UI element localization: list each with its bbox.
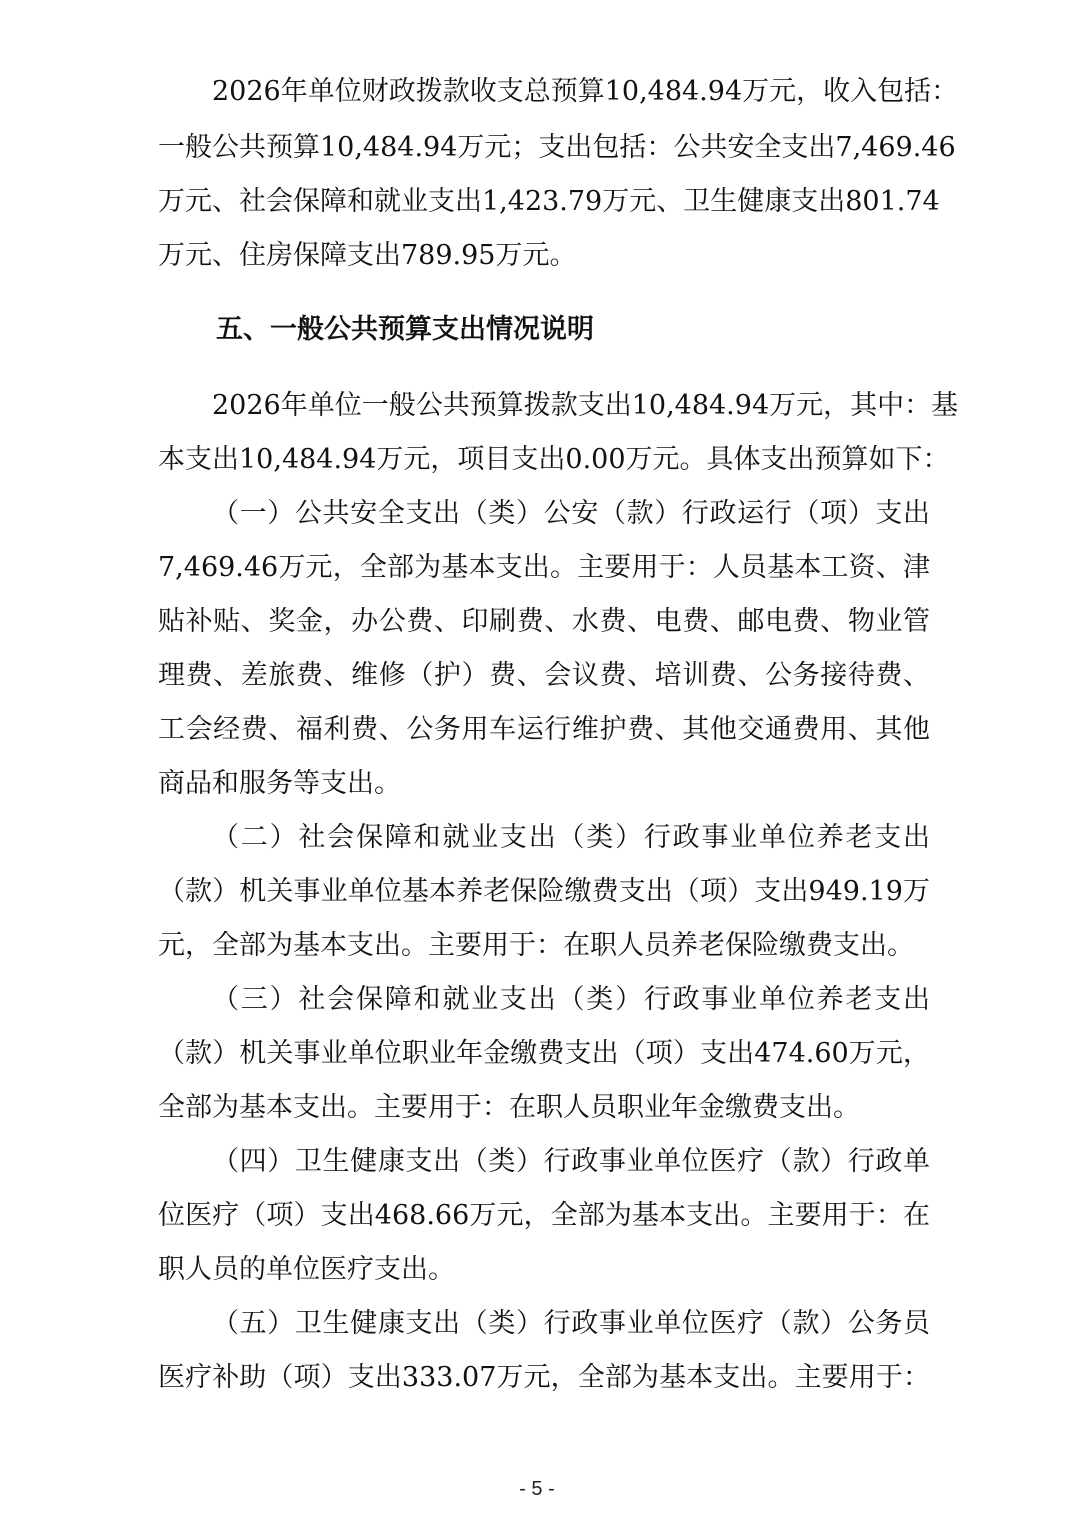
text-line: 本支出10,484.94万元，项目支出0.00万元。具体支出预算如下： (158, 444, 950, 475)
text-line: （二）社会保障和就业支出（类）行政事业单位养老支出 (212, 822, 930, 853)
text-line: （款）机关事业单位基本养老保险缴费支出（项）支出949.19万 (158, 876, 930, 907)
text-line: 医疗补助（项）支出333.07万元，全部为基本支出。主要用于： (158, 1362, 930, 1393)
text-line: （三）社会保障和就业支出（类）行政事业单位养老支出 (212, 984, 930, 1015)
text-line: 贴补贴、奖金，办公费、印刷费、水费、电费、邮电费、物业管 (158, 606, 930, 637)
text-line: 商品和服务等支出。 (158, 768, 401, 799)
text-line: （四）卫生健康支出（类）行政事业单位医疗（款）行政单 (212, 1146, 930, 1177)
text-line: 理费、差旅费、维修（护）费、会议费、培训费、公务接待费、 (158, 660, 930, 691)
text-line: 2026年单位财政拨款收支总预算10,484.94万元，收入包括： (212, 76, 959, 107)
text-line: （五）卫生健康支出（类）行政事业单位医疗（款）公务员 (212, 1308, 930, 1339)
text-line: 职人员的单位医疗支出。 (158, 1254, 455, 1285)
page-number: - 5 - (519, 1478, 555, 1500)
text-line: 万元、住房保障支出789.95万元。 (158, 240, 577, 271)
text-line: 工会经费、福利费、公务用车运行维护费、其他交通费用、其他 (158, 714, 930, 745)
text-line: 万元、社会保障和就业支出1,423.79万元、卫生健康支出801.74 (158, 186, 940, 217)
section-heading: 五、一般公共预算支出情况说明 (216, 314, 594, 345)
text-line: （款）机关事业单位职业年金缴费支出（项）支出474.60万元， (158, 1038, 930, 1069)
text-line: 7,469.46万元，全部为基本支出。主要用于：人员基本工资、津 (158, 552, 930, 583)
text-line: 元，全部为基本支出。主要用于：在职人员养老保险缴费支出。 (158, 930, 914, 961)
text-line: 2026年单位一般公共预算拨款支出10,484.94万元，其中：基 (212, 390, 959, 421)
text-line: 全部为基本支出。主要用于：在职人员职业年金缴费支出。 (158, 1092, 860, 1123)
text-line: （一）公共安全支出（类）公安（款）行政运行（项）支出 (212, 498, 930, 529)
text-line: 一般公共预算10,484.94万元；支出包括：公共安全支出7,469.46 (158, 132, 956, 163)
text-line: 位医疗（项）支出468.66万元，全部为基本支出。主要用于：在 (158, 1200, 930, 1231)
